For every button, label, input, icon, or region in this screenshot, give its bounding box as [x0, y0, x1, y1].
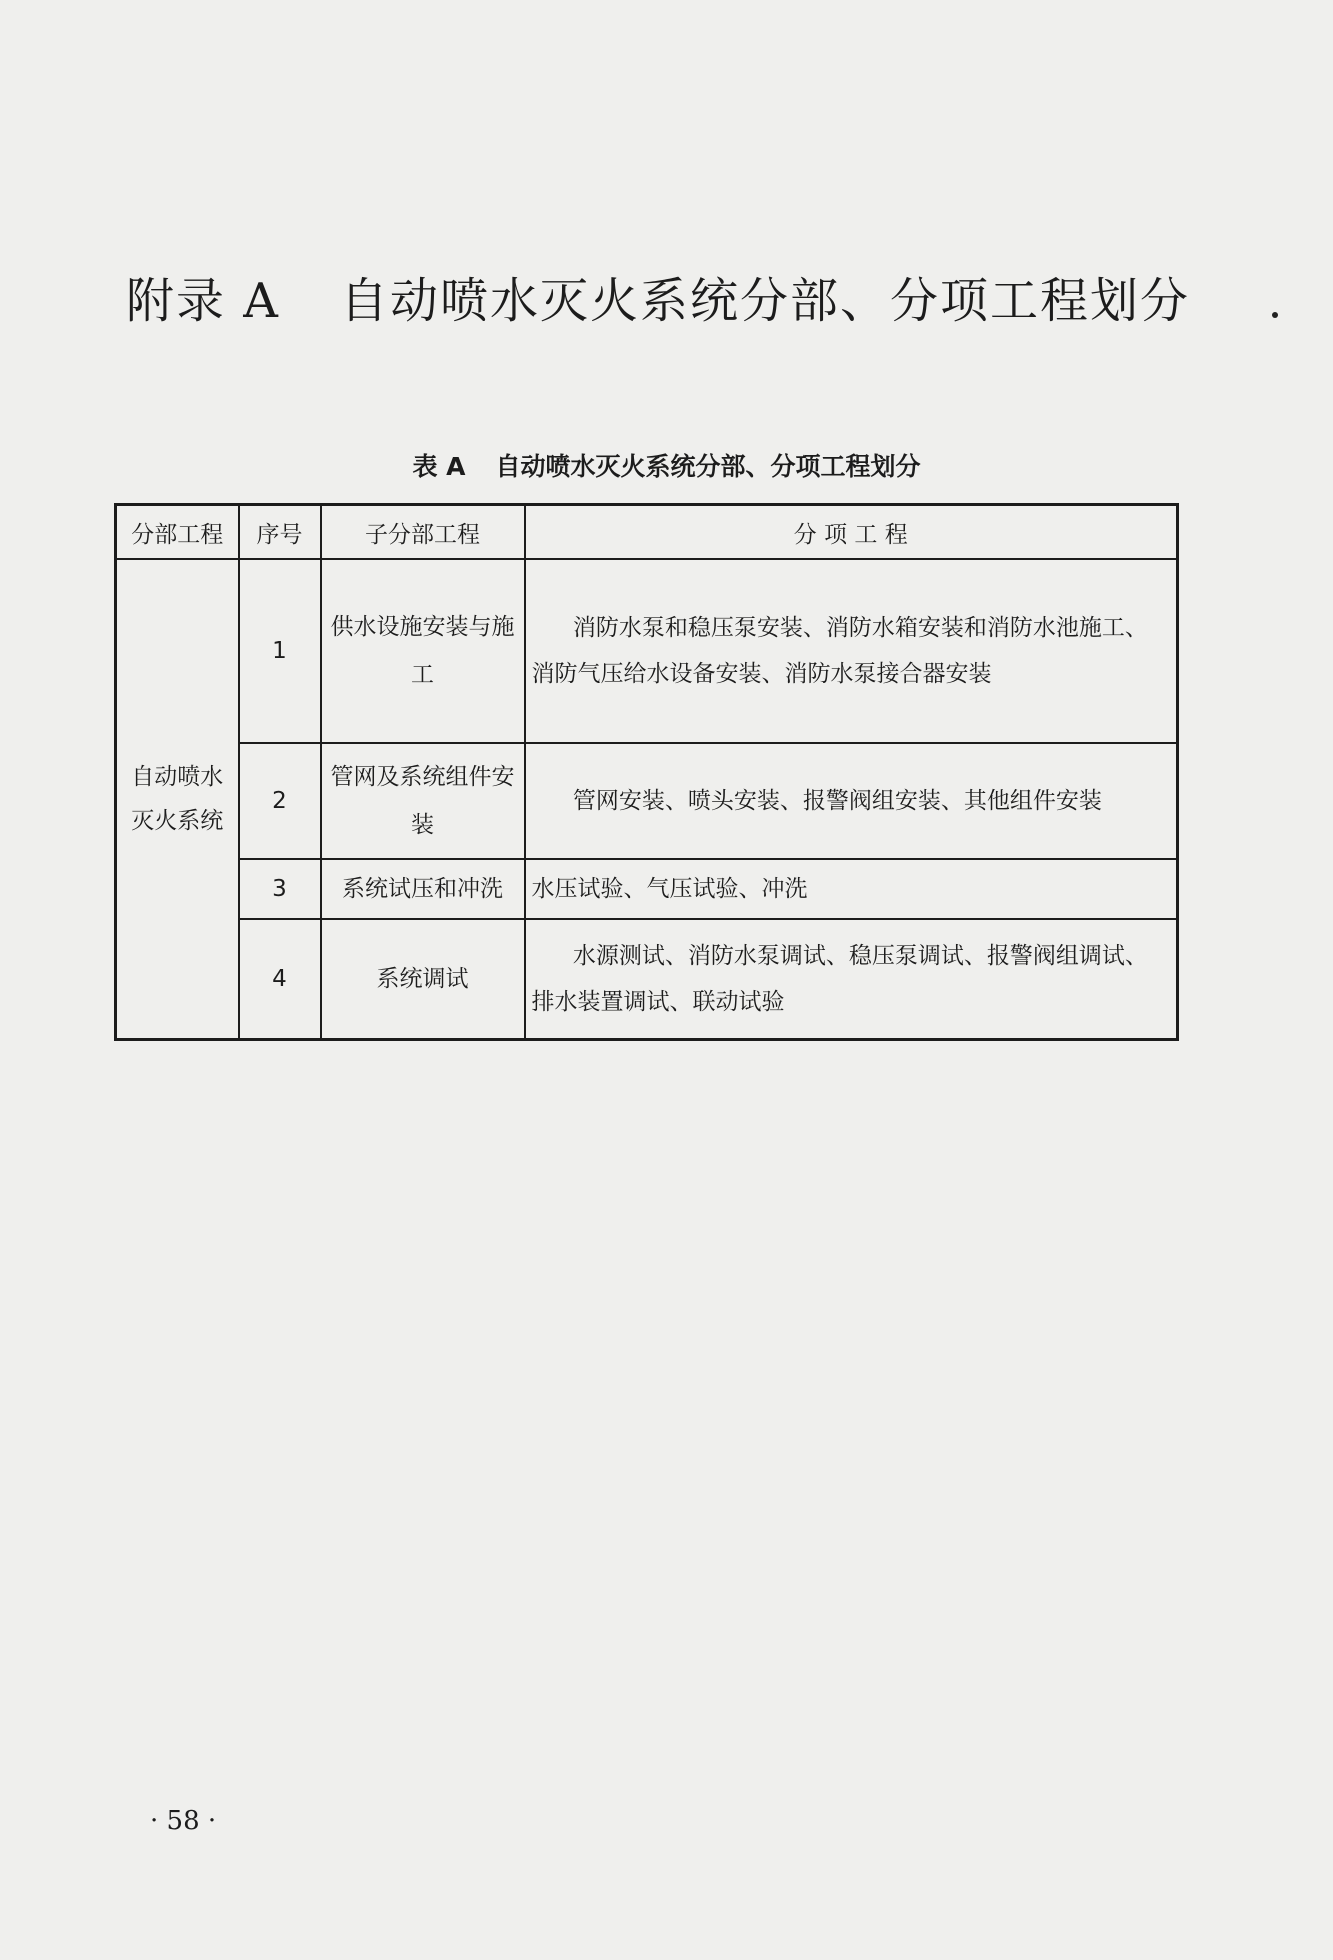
- row-number: 3: [239, 859, 321, 919]
- table-header-row: [116, 505, 1178, 560]
- table-row: [116, 743, 1178, 859]
- sub-division-cell: 管网及系统组件安装: [321, 743, 525, 859]
- stray-dot: [1272, 312, 1278, 318]
- header-items: 分 项 工 程: [525, 505, 1178, 560]
- table-row: [116, 859, 1178, 919]
- appendix-heading: [126, 262, 1190, 331]
- row-number: 1: [239, 559, 321, 743]
- appendix-title: 自动喷水灭火系统分部、分项工程划分: [339, 273, 1190, 329]
- items-cell: 管网安装、喷头安装、报警阀组安装、其他组件安装: [525, 743, 1178, 859]
- division-cell: 自动喷水灭火系统: [116, 559, 239, 1039]
- division-table: [114, 503, 1179, 1041]
- table-row: [116, 919, 1178, 1039]
- items-cell: 水压试验、气压试验、冲洗: [525, 859, 1178, 919]
- row-number: 2: [239, 743, 321, 859]
- page-number: · 58 ·: [150, 1806, 217, 1836]
- table-row: [116, 559, 1178, 743]
- row-number: 4: [239, 919, 321, 1039]
- header-number: 序号: [239, 505, 321, 560]
- table-caption-label: 表 A: [412, 452, 466, 481]
- table-caption-title: 自动喷水灭火系统分部、分项工程划分: [495, 452, 921, 481]
- appendix-label: 附录 A: [126, 273, 280, 329]
- sub-division-cell: 供水设施安装与施工: [321, 559, 525, 743]
- sub-division-cell: 系统试压和冲洗: [321, 859, 525, 919]
- sub-division-cell: 系统调试: [321, 919, 525, 1039]
- items-cell: 消防水泵和稳压泵安装、消防水箱安装和消防水池施工、消防气压给水设备安装、消防水泵接合器安装: [525, 559, 1178, 743]
- header-sub-division: 子分部工程: [321, 505, 525, 560]
- table-caption: [0, 447, 1333, 483]
- items-cell: 水源测试、消防水泵调试、稳压泵调试、报警阀组调试、排水装置调试、联动试验: [525, 919, 1178, 1039]
- header-division: 分部工程: [116, 505, 239, 560]
